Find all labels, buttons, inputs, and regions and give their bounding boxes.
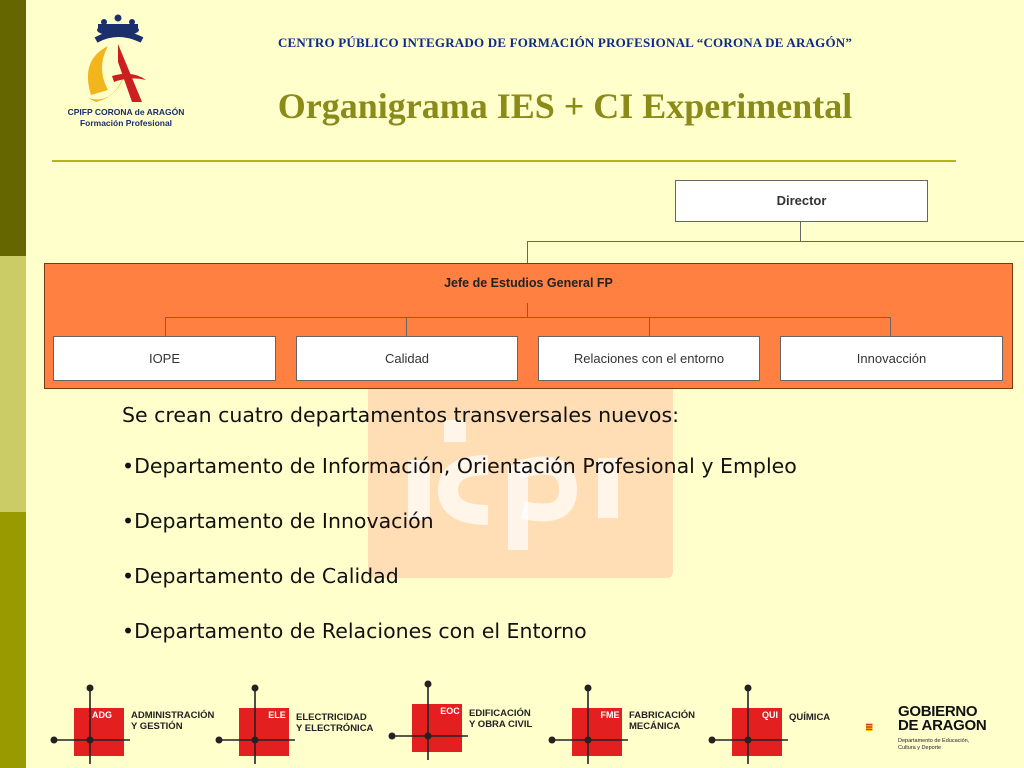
government-line1: GOBIERNO [898,703,978,720]
family-label-line2: Y GESTIÓN [131,721,183,732]
family-label [131,710,214,732]
intro-text: Se crean cuatro departamentos transversales nuevos: [122,403,680,427]
org-connector [165,317,891,318]
dept-box-innovaccion: Innovacción [780,336,1003,381]
family-code: ELE [268,710,286,720]
family-label-line1: EDIFICACIÓN [469,708,531,719]
family-label [296,712,373,734]
org-connector [406,317,407,336]
family-label-line1: QUÍMICA [789,712,831,723]
family-code: EOC [440,706,460,716]
family-label-line2: Y ELECTRÓNICA [296,723,374,734]
logo-caption [56,107,196,129]
government-line2: DE ARAGON [898,717,987,734]
org-connector [527,241,1024,242]
family-label [629,710,695,732]
government-subtitle [898,738,969,751]
family-code: QUI [761,710,779,720]
aragon-flag-icon [866,704,896,754]
family-code: ADG [92,710,112,720]
bullet-item: •Departamento de Relaciones con el Entorno [122,619,587,643]
fme-family-icon [548,684,628,764]
sidebar-stripe-bottom [0,512,26,768]
dept-box-relaciones: Relaciones con el entorno [538,336,760,381]
government-sub1: Departamento de Educación, [898,738,970,744]
family-label-line1: ADMINISTRACIÓN [131,710,215,721]
ele-family-icon [215,684,295,764]
family-label [789,712,830,723]
sidebar-stripe-top [0,0,26,256]
dept-box-iope: IOPE [53,336,276,381]
dept-box-calidad: Calidad [296,336,518,381]
bullet-item: •Departamento de Información, Orientación Profesional y Empleo [122,454,797,478]
org-connector [527,241,528,263]
jefe-estudios-label: Jefe de Estudios General FP [444,276,613,290]
center-name: CENTRO PÚBLICO INTEGRADO DE FORMACIÓN PROFESIONAL “CORONA DE ARAGÓN” [277,35,853,50]
family-label-line1: FABRICACIÓN [629,710,695,721]
director-box: Director [675,180,928,222]
bullet-item: •Departamento de Innovación [122,509,434,533]
family-label-line2: Y OBRA CIVIL [469,719,533,730]
org-connector [890,317,891,336]
family-label [469,708,532,730]
government-sub2: Cultura y Deporte [898,744,942,751]
logo-caption-line1: CPIFP CORONA de ARAGÓN [67,107,185,117]
org-connector [527,303,528,318]
org-connector [649,317,650,336]
org-connector [165,317,166,336]
adg-family-icon [50,684,130,764]
government-logo-text [898,705,986,733]
page-title: Organigrama IES + CI Experimental [277,86,853,126]
eoc-family-icon [388,680,468,760]
family-label-line1: ELECTRICIDAD [296,712,367,723]
bullet-item: •Departamento de Calidad [122,564,399,588]
family-code: FME [600,710,620,720]
org-connector [800,222,801,242]
qui-family-icon [708,684,788,764]
family-label-line2: MECÁNICA [629,721,681,732]
logo-caption-line2: Formación Profesional [79,118,173,128]
sidebar-stripe-middle [0,256,26,512]
title-divider [52,160,956,162]
